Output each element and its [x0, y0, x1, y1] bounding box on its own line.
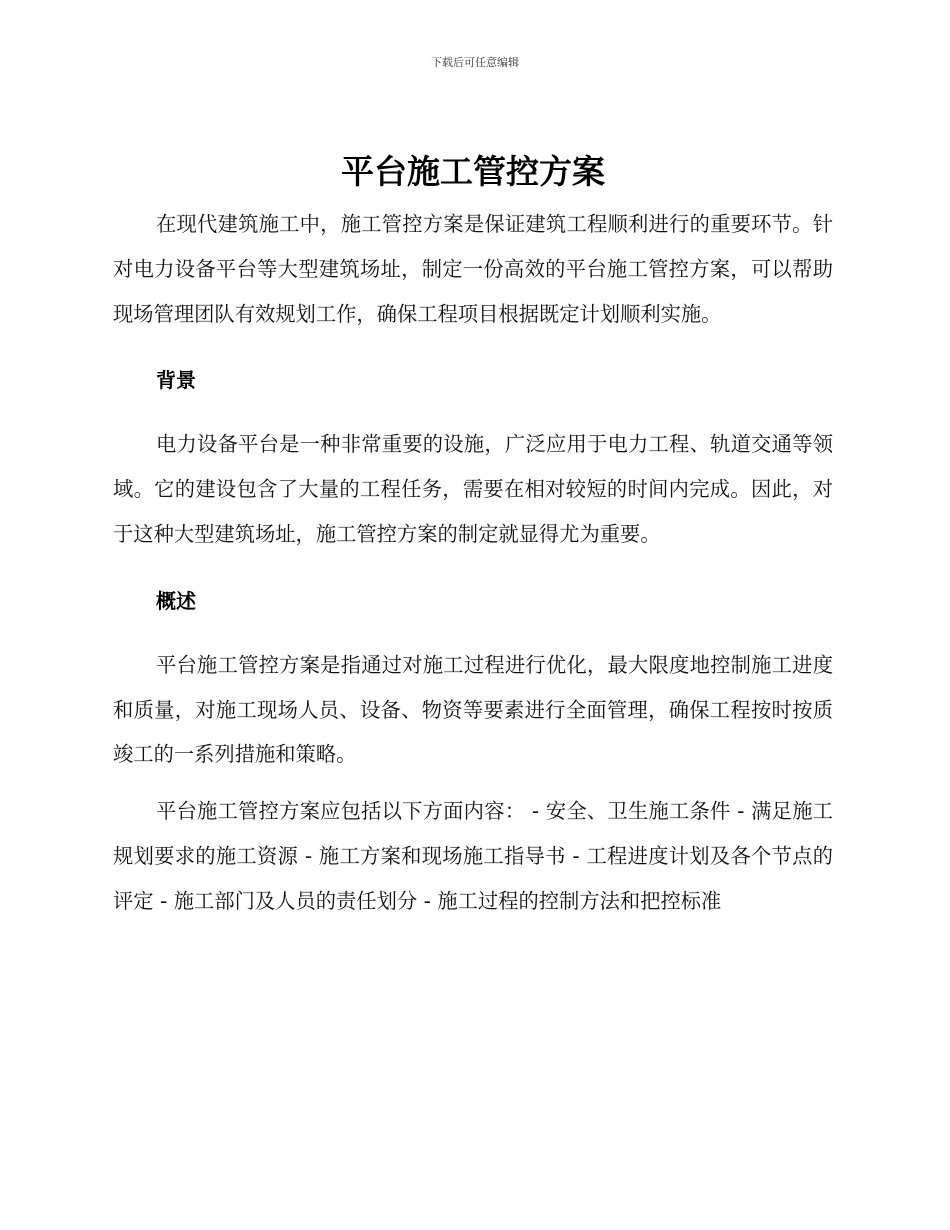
document-body [113, 150, 833, 924]
header-note: 下载后可任意编辑 [431, 56, 519, 69]
document-title: 平台施工管控方案 [341, 152, 605, 191]
section-heading-background: 背景 [156, 368, 196, 393]
section-heading-overview: 概述 [156, 588, 196, 613]
overview-paragraph-definition: 平台施工管控方案是指通过对施工过程进行优化，最大限度地控制施工进度和质量，对施工现场人员、设备、物资等要素进行全面管理，确保工程按时按质竣工的一系列措施和策略。 [113, 652, 833, 767]
background-paragraph: 电力设备平台是一种非常重要的设施，广泛应用于电力工程、轨道交通等领域。它的建设包含了大量的工程任务，需要在相对较短的时间内完成。因此，对于这种大型建筑场址，施工管控方案的制定就显得尤为重要。 [113, 432, 833, 546]
intro-paragraph: 在现代建筑施工中，施工管控方案是保证建筑工程顺利进行的重要环节。针对电力设备平台等大型建筑场址，制定一份高效的平台施工管控方案，可以帮助现场管理团队有效规划工作，确保工程项目根据既定计划顺利实施。 [113, 212, 833, 326]
overview-paragraph-contents: 平台施工管控方案应包括以下方面内容： - 安全、卫生施工条件 - 满足施工规划要求的施工资源 - 施工方案和现场施工指导书 - 工程进度计划及各个节点的评定 - 施工部门及人员的责任划分 - 施工过程的控制方法和把控标准 [113, 799, 833, 913]
